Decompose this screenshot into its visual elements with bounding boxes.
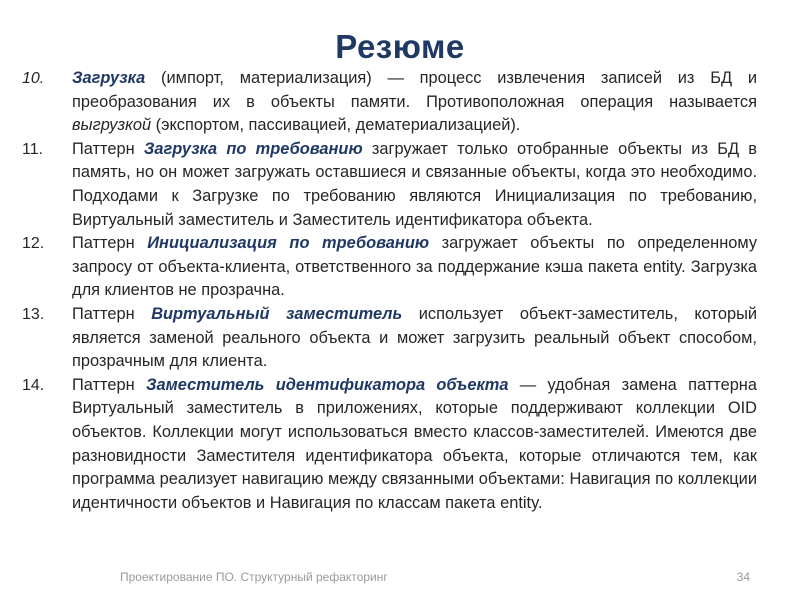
item-term: Загрузка по требованию	[143, 139, 363, 158]
item-prefix: Паттерн	[72, 139, 144, 158]
item-text: (импорт, материализация) — процесс извлечения записей из БД и преобразования их в объекты памяти. Противоположная операция называется	[72, 69, 757, 111]
item-text: — удобная замена паттерна Виртуальный заместитель в приложениях, которые поддерживают коллекции OID объектов. Коллекции могут использоваться вместо классов-заместителей. Имеются две разновидности Заместителя идентификатора объекта, которые отличаются тем, как программа реализует навигацию между связанными объектами: Навигация по коллекции идентичности объектов и Навигация по классам пакета entity.	[72, 375, 757, 512]
list-item-12	[22, 232, 757, 303]
item-number: 12.	[22, 235, 45, 253]
item-number: 10.	[22, 70, 45, 87]
list-item-11	[22, 138, 757, 232]
summary-list	[22, 67, 757, 515]
item-prefix: Паттерн	[72, 234, 148, 253]
item-number: 14.	[22, 376, 45, 394]
item-prefix: Паттерн	[72, 375, 146, 394]
list-item-14	[22, 374, 757, 516]
item-emphasis: выгрузкой	[72, 116, 152, 135]
footer-text: Проектирование ПО. Структурный рефакторинг	[120, 570, 388, 584]
list-item-10	[22, 67, 757, 138]
item-text: загружает объекты по определенному запросу от объекта-клиента, ответственного за поддержание кэша пакета entity. Загрузка для клиентов не прозрачна.	[72, 234, 758, 300]
slide-title: Резюме	[335, 28, 465, 65]
item-number: 11.	[22, 140, 44, 158]
item-prefix: Паттерн	[72, 304, 152, 323]
item-term: Заместитель идентификатора объекта	[145, 375, 509, 394]
item-number: 13.	[22, 305, 45, 323]
item-text: загружает только отобранные объекты из БД в память, но он может загружать оставшиеся и связанные объекты, когда это необходимо. Подходами к Загрузке по требованию являются Инициализация по требованию, Виртуальный заместитель и Заместитель идентификатора объекта.	[72, 139, 758, 229]
item-text-end: (экспортом, пассивацией, дематериализацией).	[151, 116, 521, 135]
item-term: Загрузка	[72, 69, 146, 87]
list-item-13	[22, 303, 757, 374]
item-text: использует объект-заместитель, который является заменой реального объекта и может загрузить реальный объект способом, прозрачным для клиента.	[72, 304, 758, 371]
item-term: Инициализация по требованию	[147, 234, 430, 253]
item-term: Виртуальный заместитель	[151, 304, 403, 323]
page-number: 34	[736, 570, 750, 584]
